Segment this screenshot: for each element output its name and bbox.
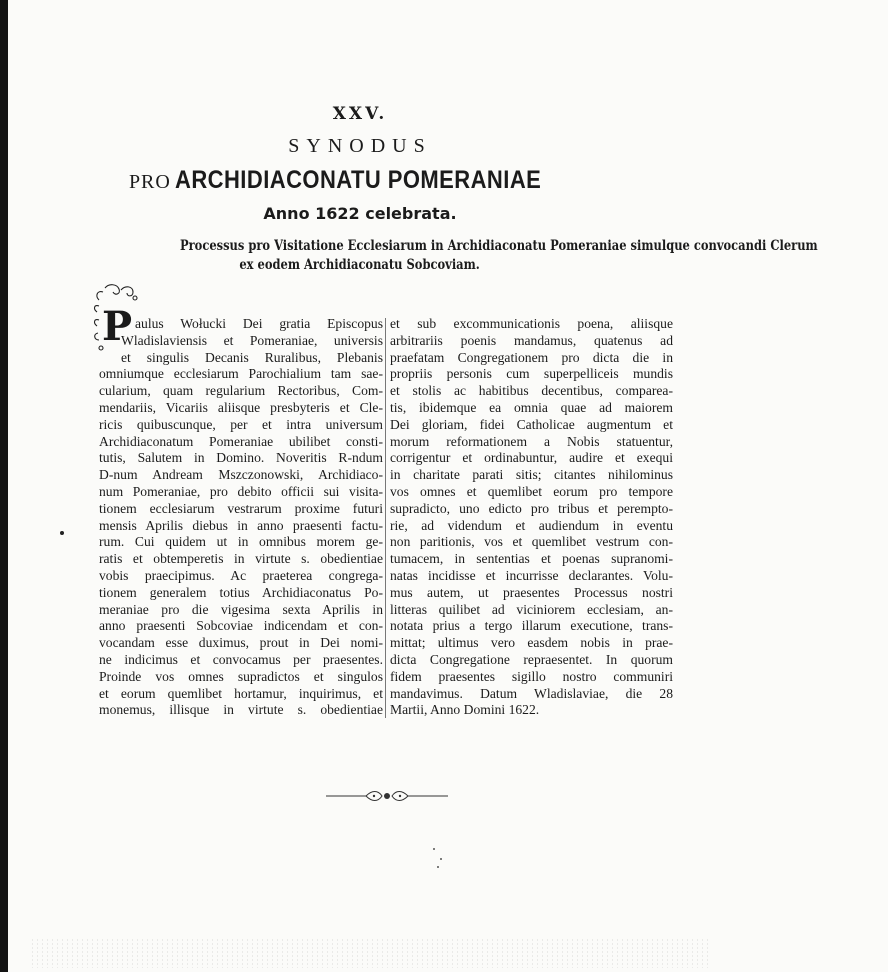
text-line: et sub excommunicationis poena, aliisque [390,316,673,331]
text-line: rie, ad videndum et audiendum in eventu [390,517,673,533]
subtitle-text-2: ex eodem Archidiaconatu Sobcoviam. [239,257,481,273]
title-main: ARCHIDIACONATU POMERANIAE [174,166,542,194]
subtitle-line-2 [110,257,610,273]
text-line: natas incidisse et incurrisse declarantes. Volu- [390,567,673,583]
text-line: ricis quibuscunque, per et intra universum [99,416,383,432]
text-line: et stolis ac habitibus decentibus, comparea- [390,383,673,399]
text-line: praefatam Congregationem pro dicta die in [390,349,673,365]
text-line: in charitate parati sitis; citantes nihilominus [390,467,673,483]
text-line: D-num Andream Mszczonowski, Archidiaco- [99,467,383,483]
text-line: morum reformationem a Nobis statuentur, [390,433,673,449]
text-line: Dei gloriam, fidei Catholicae augmentum et [390,416,673,432]
document-number: XXV. [332,104,388,124]
text-line: mandavimus. Datum Wladislaviae, die 28 [390,685,673,701]
text-line: Archidiaconatum Pomeraniae ubilibet consti- [99,433,383,449]
text-line: tionem generalem totius Archidiaconatus Po- [99,584,383,600]
text-line: aulus Wołucki Dei gratia Episcopus [135,316,383,331]
text-line: vocandam esse duximus, prout in Dei nomi- [99,635,383,651]
text-line: tutis, Salutem in Domino. Noveritis R-ndum [99,450,383,466]
text-line: tumacem, in sententias et poenas supranomi- [390,551,673,567]
text-line: mendariis, Vicariis aliisque presbyteris et Cle- [99,399,383,415]
text-line: omniumque ecclesiarum Parochialium tam sae- [99,366,383,382]
text-line: notata prius a tergo illarum executione, trans- [390,618,673,634]
text-line: et eorum quemlibet hortamur, inquirimus, et [99,685,383,701]
text-line: cularium, quam regularium Rectoribus, Com- [99,383,383,399]
text-line: tis, ibidemque ea omnia quae ad maiorem [390,399,673,415]
text-line: dicta Congregatione repraesentet. In quorum [390,651,673,667]
text-line: fidem praesentes sigillo nostro communiri [390,668,673,684]
text-line: monemus, illisque in virtute s. obedientiae [99,702,383,718]
text-line: vobis praecipimus. Ac praeterea congrega- [99,567,383,583]
text-line: corrigentur et ordinabuntur, audire et exequi [390,450,673,466]
left-text-column [99,316,383,719]
text-line: arbitrariis poenis mandamus, quatenus ad [390,332,673,348]
text-line: propriis personis cum superpelliceis mundis [390,366,673,382]
text-line: Wladislaviensis et Pomeraniae, universis [121,332,383,348]
text-line: mittat; ultimus vero easdem nobis in prae- [390,635,673,651]
text-line: ratis et obtemperetis in virtute s. obedientiae [99,551,383,567]
margin-dot [60,531,64,535]
text-line: tionem ecclesiarum vestrarum proxime futuri [99,500,383,516]
bleed-through-noise [30,938,710,968]
text-line: mensis Aprilis diebus in anno praesenti factu- [99,517,383,533]
text-line: meraniae pro die vigesima sexta Aprilis in [99,601,383,617]
right-text-column [390,316,673,719]
text-line: rum. Cui quidem ut in omnibus morem ge- [99,534,383,550]
main-title [0,166,720,195]
text-line: non paritionis, vos et quemlibet vestrum con- [390,534,673,550]
synodus-heading: SYNODUS [288,135,432,157]
text-line: anno praesenti Sobcoviae indicendam et con- [99,618,383,634]
text-line: num Pomeraniae, pro debito officii sui visita- [99,483,383,499]
text-line: et singulis Decanis Ruralibus, Plebanis [121,349,383,365]
speck [440,858,442,860]
text-line: supradicto, uno edicto pro tribus et perempto- [390,500,673,516]
text-line: ne indicimus et convocamus per praesentes. [99,651,383,667]
title-pro: PRO [128,171,171,193]
year-line: Anno 1622 celebrata. [263,204,457,223]
column-divider [385,318,386,718]
text-line: mus autem, ut praesentes Processus nostri [390,584,673,600]
speck [433,848,435,850]
subtitle-text-1: Processus pro Visitatione Ecclesiarum in Archidiaconatu Pomeraniae simulque convocandi Clerum [179,238,818,254]
text-line: vos omnes et quemlibet eorum pro tempore [390,483,673,499]
text-line: litteras quilibet ad viciniorem ecclesiam, an- [390,601,673,617]
subtitle-line-1 [110,238,818,254]
text-line: Proinde vos omnes supradictos et singulos [99,668,383,684]
text-line: Martii, Anno Domini 1622. [390,702,540,718]
speck [437,866,439,868]
drop-cap-letter: P [102,303,133,350]
ornament-divider-icon [324,789,450,803]
